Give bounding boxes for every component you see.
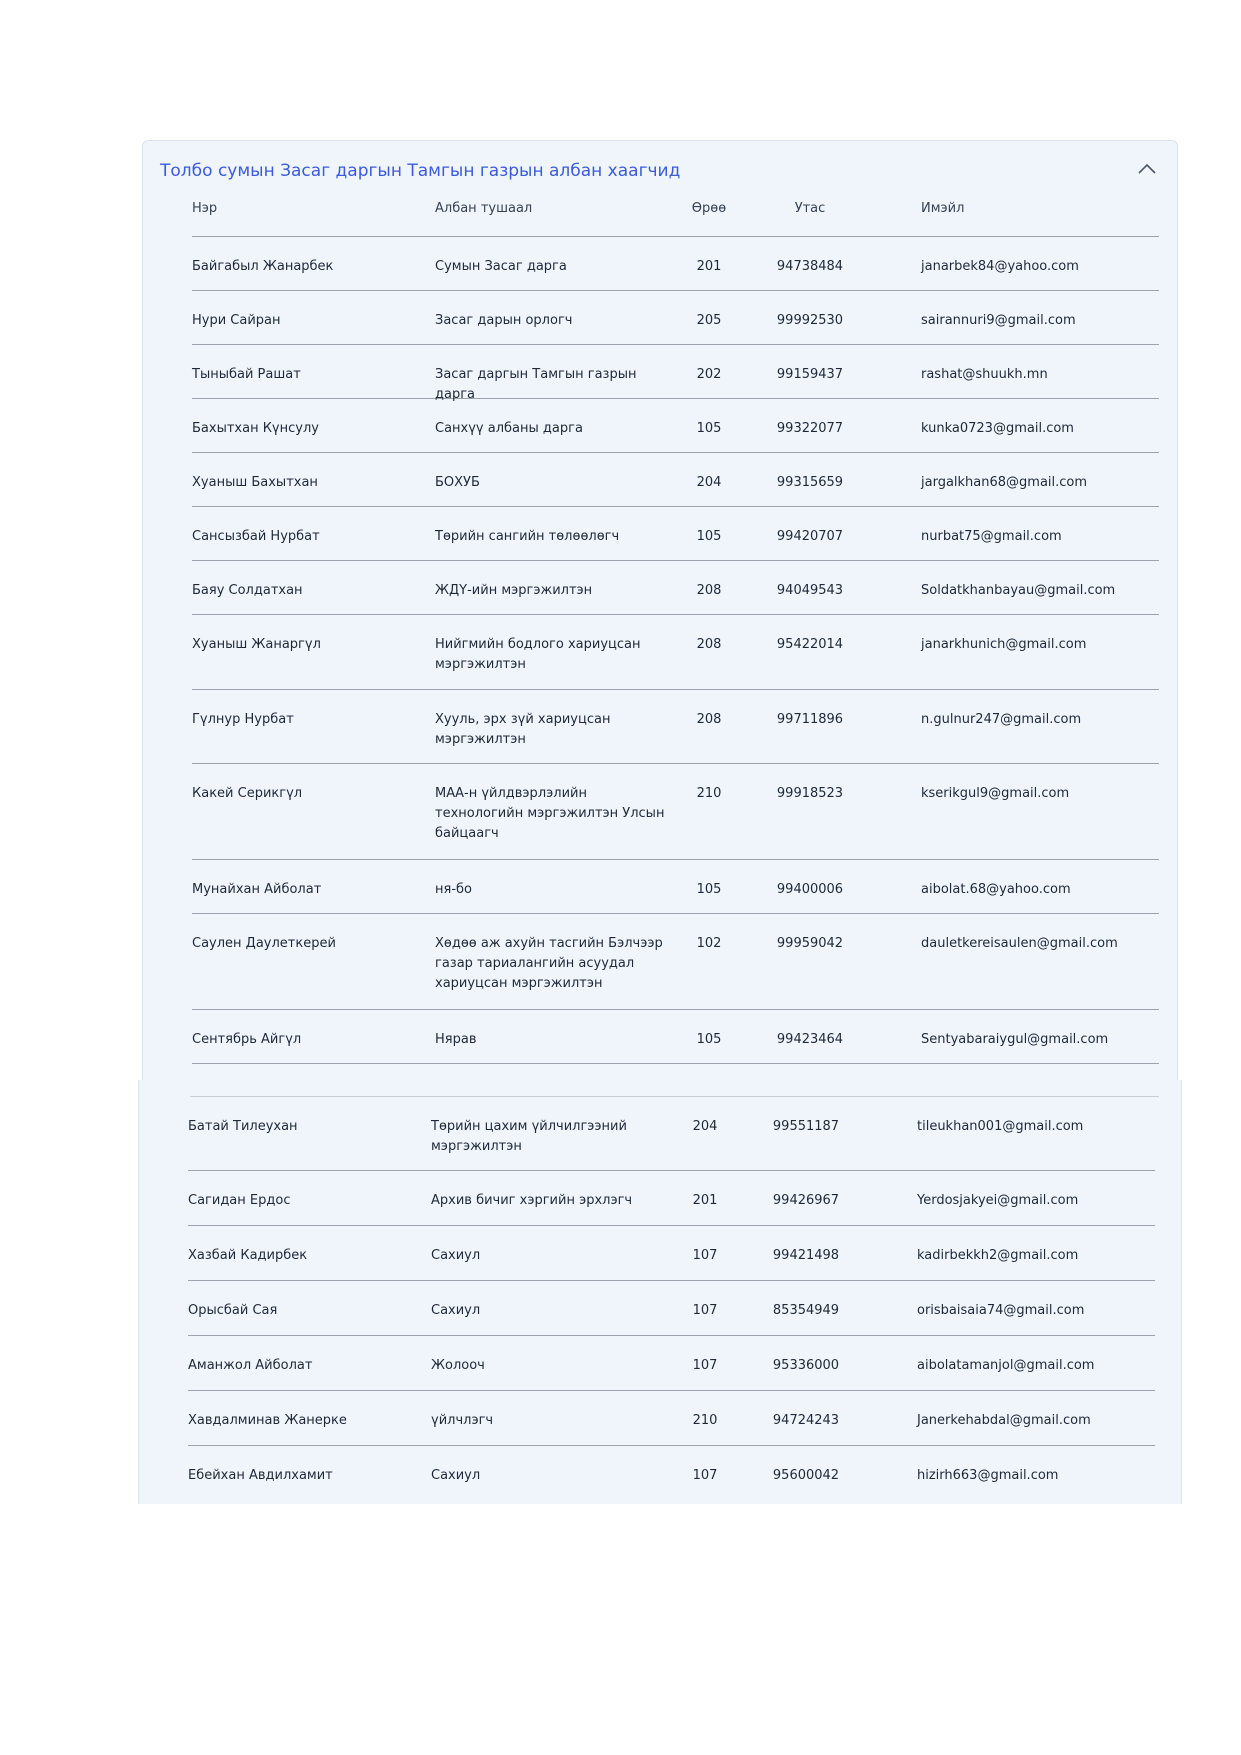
table-row (192, 561, 1159, 615)
cell-email: jargalkhan68@gmail.com (921, 475, 1088, 490)
cell-email: aibolat.68@yahoo.com (921, 882, 1071, 897)
table-row (192, 764, 1159, 860)
table-row (192, 690, 1159, 764)
cell-phone: 94738484 (776, 259, 844, 274)
cell-phone: 99959042 (776, 936, 844, 951)
cell-phone: 95422014 (776, 637, 844, 652)
staff-table-continued (138, 1080, 1182, 1504)
cell-room: 201 (696, 259, 722, 274)
cell-name: Нури Сайран (192, 313, 281, 328)
cell-position: Жолооч (431, 1358, 485, 1373)
cell-name: Бахытхан Күнсулу (192, 421, 319, 436)
cell-room: 107 (692, 1303, 718, 1318)
cell-email: tileukhan001@gmail.com (917, 1119, 1084, 1134)
cell-phone: 85354949 (772, 1303, 840, 1318)
cell-phone: 95600042 (772, 1468, 840, 1483)
cell-position: Сахиул (431, 1303, 481, 1318)
cell-room: 107 (692, 1468, 718, 1483)
table-row (188, 1281, 1155, 1336)
table-row (192, 1010, 1159, 1064)
table-row (188, 1171, 1155, 1226)
cell-room: 208 (696, 637, 722, 652)
cell-email: Yerdosjakyei@gmail.com (917, 1193, 1079, 1208)
cell-phone: 99420707 (776, 529, 844, 544)
cell-phone: 99992530 (776, 313, 844, 328)
cell-position: Санхүү албаны дарга (435, 421, 583, 436)
table-row (192, 453, 1159, 507)
cell-name: Баяу Солдатхан (192, 583, 303, 598)
cell-email: dauletkereisaulen@gmail.com (921, 936, 1118, 951)
cell-position: Хөдөө аж ахуйн тасгийн Бэлчээр газар тариалангийн асуудал хариуцсан мэргэжилтэн (435, 936, 663, 991)
cell-name: Аманжол Айболат (188, 1358, 313, 1373)
cell-email: rashat@shuukh.mn (921, 367, 1048, 382)
cell-phone: 99423464 (776, 1032, 844, 1047)
cell-name: Хавдалминав Жанерке (188, 1413, 347, 1428)
cell-phone: 99711896 (776, 712, 844, 727)
cell-room: 202 (696, 367, 722, 382)
cell-email: janarkhunich@gmail.com (921, 637, 1087, 652)
table-row (188, 1226, 1155, 1281)
cell-room: 205 (696, 313, 722, 328)
cell-room: 201 (692, 1193, 718, 1208)
table-row (192, 237, 1159, 291)
cell-position: МАА-н үйлдвэрлэлийн технологийн мэргэжилтэн Улсын байцаагч (435, 786, 665, 841)
cell-email: kunka0723@gmail.com (921, 421, 1074, 436)
cell-name: Саулен Даулеткерей (192, 936, 336, 951)
cell-name: Тыныбай Рашат (192, 367, 301, 382)
cell-name: Хуаныш Жанаргүл (192, 637, 321, 652)
cell-room: 204 (696, 475, 722, 490)
cell-room: 105 (696, 882, 722, 897)
cell-name: Байгабыл Жанарбек (192, 259, 334, 274)
cell-email: hizirh663@gmail.com (917, 1468, 1059, 1483)
cell-email: aibolatamanjol@gmail.com (917, 1358, 1095, 1373)
table-row (192, 914, 1159, 1010)
table-row (192, 399, 1159, 453)
cell-room: 105 (696, 1032, 722, 1047)
cell-phone: 99918523 (776, 786, 844, 801)
table-row (192, 345, 1159, 402)
cell-email: Soldatkhanbayau@gmail.com (921, 583, 1116, 598)
cell-room: 210 (692, 1413, 718, 1428)
cell-email: n.gulnur247@gmail.com (921, 712, 1082, 727)
cell-email: orisbaisaia74@gmail.com (917, 1303, 1085, 1318)
cell-name: Сагидан Ердос (188, 1193, 291, 1208)
cell-position: Төрийн сангийн төлөөлөгч (435, 529, 620, 544)
cell-phone: 99322077 (776, 421, 844, 436)
cell-position: Архив бичиг хэргийн эрхлэгч (431, 1193, 633, 1208)
cell-position: Засаг дарын орлогч (435, 313, 573, 328)
cell-phone: 95336000 (772, 1358, 840, 1373)
cell-name: Орысбай Сая (188, 1303, 278, 1318)
cell-position: Нярав (435, 1032, 477, 1047)
cell-phone: 99551187 (772, 1119, 840, 1134)
cell-name: Батай Тилеухан (188, 1119, 298, 1134)
table-row (188, 1391, 1155, 1446)
cell-position: Сумын Засаг дарга (435, 259, 567, 274)
cell-phone: 99400006 (776, 882, 844, 897)
cell-name: Сентябрь Айгүл (192, 1032, 302, 1047)
cell-name: Хазбай Кадирбек (188, 1248, 308, 1263)
cell-phone: 99421498 (772, 1248, 840, 1263)
table-row (192, 291, 1159, 345)
cell-name: Сансызбай Нурбат (192, 529, 320, 544)
cell-phone: 94724243 (772, 1413, 840, 1428)
collapse-toggle-button[interactable] (1135, 157, 1159, 181)
cell-position: Сахиул (431, 1468, 481, 1483)
section-title[interactable]: Толбо сумын Засаг даргын Тамгын газрын албан хаагчид (160, 161, 681, 181)
cell-room: 204 (692, 1119, 718, 1134)
table-row (192, 507, 1159, 561)
cell-email: kserikgul9@gmail.com (921, 786, 1070, 801)
cell-position: ЖДҮ-ийн мэргэжилтэн (435, 583, 593, 598)
cell-phone: 99315659 (776, 475, 844, 490)
chevron-up-icon (1137, 163, 1157, 175)
cell-room: 208 (696, 712, 722, 727)
cell-email: kadirbekkh2@gmail.com (917, 1248, 1079, 1263)
cell-phone: 99426967 (772, 1193, 840, 1208)
cell-phone: 99159437 (776, 367, 844, 382)
cell-position: Нийгмийн бодлого хариуцсан мэргэжилтэн (435, 637, 641, 672)
cell-position: Хууль, эрх зүй хариуцсан мэргэжилтэн (435, 712, 611, 747)
cell-position: Төрийн цахим үйлчилгээний мэргэжилтэн (431, 1119, 627, 1154)
cell-email: Janerkehabdal@gmail.com (917, 1413, 1091, 1428)
cell-name: Какей Серикгүл (192, 786, 303, 801)
column-header-name: Нэр (192, 201, 218, 216)
table-row (188, 1097, 1155, 1171)
cell-position: БОХУБ (435, 475, 480, 490)
column-header-phone: Утас (794, 201, 826, 216)
table-row (192, 860, 1159, 914)
cell-name: Гүлнур Нурбат (192, 712, 294, 727)
cell-room: 102 (696, 936, 722, 951)
column-header-position: Албан тушаал (435, 201, 533, 216)
cell-email: nurbat75@gmail.com (921, 529, 1062, 544)
cell-room: 107 (692, 1358, 718, 1373)
column-header-email: Имэйл (921, 201, 965, 216)
cell-position: үйлчлэгч (431, 1413, 494, 1428)
cell-email: Sentyabaraiygul@gmail.com (921, 1032, 1109, 1047)
table-row (188, 1336, 1155, 1391)
cell-room: 210 (696, 786, 722, 801)
cell-position: Сахиул (431, 1248, 481, 1263)
cell-room: 105 (696, 421, 722, 436)
cell-room: 107 (692, 1248, 718, 1263)
cell-email: janarbek84@yahoo.com (921, 259, 1079, 274)
column-header-room: Өрөө (691, 201, 727, 216)
table-row (192, 615, 1159, 690)
cell-room: 105 (696, 529, 722, 544)
cell-room: 208 (696, 583, 722, 598)
cell-position: Засаг даргын Тамгын газрын дарга (435, 367, 637, 402)
staff-accordion-panel (142, 140, 1178, 1081)
cell-name: Мунайхан Айболат (192, 882, 322, 897)
cell-position: ня-бо (435, 882, 472, 897)
cell-email: sairannuri9@gmail.com (921, 313, 1076, 328)
cell-name: Хуаныш Бахытхан (192, 475, 318, 490)
cell-phone: 94049543 (776, 583, 844, 598)
table-row (188, 1446, 1155, 1500)
cell-name: Ебейхан Авдилхамит (188, 1468, 333, 1483)
